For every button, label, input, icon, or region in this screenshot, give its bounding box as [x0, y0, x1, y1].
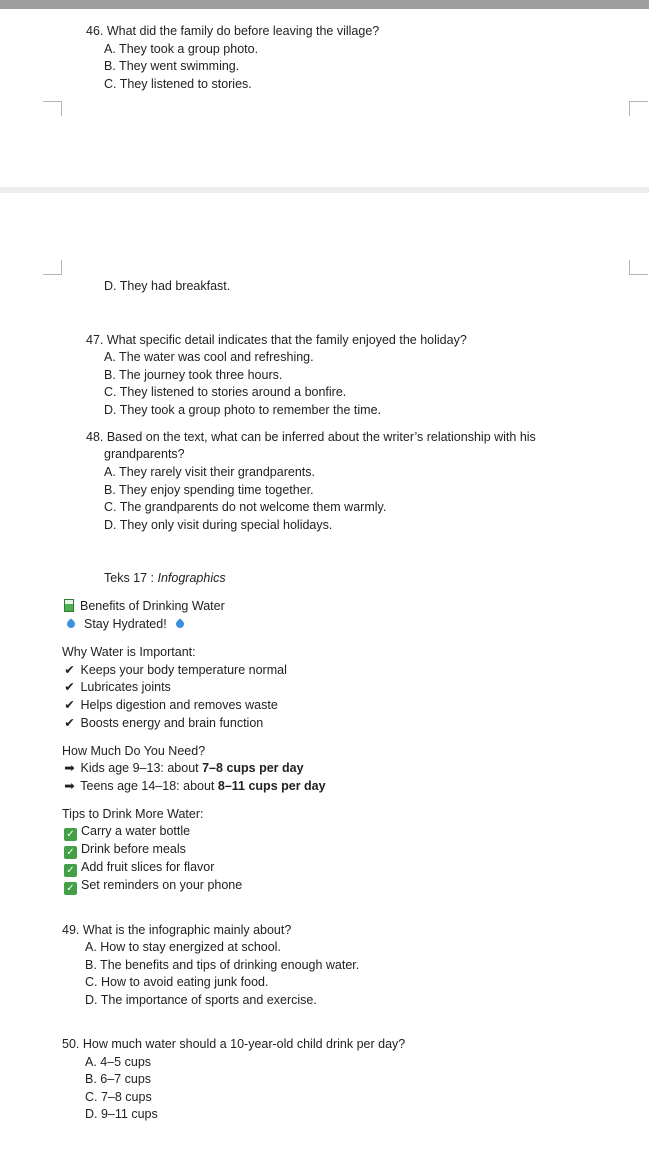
- q49-option-a: A. How to stay energized at school.: [85, 940, 281, 954]
- how-much-heading: How Much Do You Need?: [62, 744, 206, 758]
- q48-option-d: D. They only visit during special holidays.: [104, 518, 333, 532]
- why-item: ✔ Boosts energy and brain function: [62, 715, 263, 731]
- tip-item: ✓ Carry a water bottle: [64, 823, 190, 841]
- q46-option-d: D. They had breakfast.: [104, 279, 231, 293]
- question-47: 47. What specific detail indicates that the family enjoyed the holiday?: [86, 333, 467, 347]
- water-drop-icon: [65, 618, 76, 629]
- top-scroll-bar: [0, 0, 649, 9]
- q47-option-c: C. They listened to stories around a bonfire.: [104, 385, 347, 399]
- amount-teens: ➡ Teens age 14–18: about 8–11 cups per day: [62, 778, 326, 794]
- q50-option-c: C. 7–8 cups: [85, 1090, 152, 1104]
- question-48: 48. Based on the text, what can be inferred about the writer’s relationship with his: [86, 430, 536, 444]
- checkmark-icon: ✔: [64, 716, 75, 730]
- q48-option-b: B. They enjoy spending time together.: [104, 483, 314, 497]
- tip-item: ✓ Drink before meals: [64, 841, 186, 859]
- text-17-title: [104, 570, 226, 586]
- question-48-cont: grandparents?: [104, 447, 185, 461]
- page-corner-mark: [43, 260, 62, 275]
- page-corner-mark: [629, 260, 648, 275]
- amount-kids: ➡ Kids age 9–13: about 7–8 cups per day: [62, 760, 304, 776]
- checkmark-icon: ✔: [64, 680, 75, 694]
- question-46: 46. What did the family do before leaving the village?: [86, 24, 380, 38]
- arrow-right-icon: ➡: [64, 779, 75, 793]
- why-item: ✔ Lubricates joints: [62, 679, 171, 695]
- why-item: ✔ Helps digestion and removes waste: [62, 697, 278, 713]
- q49-option-c: C. How to avoid eating junk food.: [85, 975, 269, 989]
- checkmark-icon: ✔: [64, 698, 75, 712]
- q48-option-a: A. They rarely visit their grandparents.: [104, 465, 315, 479]
- q46-option-b: B. They went swimming.: [104, 59, 240, 73]
- infographic-subheading-text: Stay Hydrated!: [84, 617, 167, 631]
- checkmark-icon: ✔: [64, 663, 75, 677]
- q46-option-c: C. They listened to stories.: [104, 77, 252, 91]
- q46-option-a: A. They took a group photo.: [104, 42, 259, 56]
- q50-option-a: A. 4–5 cups: [85, 1055, 152, 1069]
- water-carton-icon: [64, 599, 74, 612]
- why-item: ✔ Keeps your body temperature normal: [62, 662, 287, 678]
- q47-option-a: A. The water was cool and refreshing.: [104, 350, 314, 364]
- tip-item: ✓ Add fruit slices for flavor: [64, 859, 214, 877]
- why-heading: Why Water is Important:: [62, 645, 196, 659]
- q48-option-c: C. The grandparents do not welcome them warmly.: [104, 500, 387, 514]
- q50-option-b: B. 6–7 cups: [85, 1072, 152, 1086]
- page-break: [0, 187, 649, 193]
- page-corner-mark: [43, 101, 62, 116]
- text-17-prefix: Teks 17 :: [104, 571, 158, 585]
- q49-option-b: B. The benefits and tips of drinking enough water.: [85, 958, 360, 972]
- green-check-icon: ✓: [64, 882, 77, 895]
- tip-item: ✓ Set reminders on your phone: [64, 877, 242, 895]
- question-49: 49. What is the infographic mainly about?: [62, 923, 292, 937]
- question-50: 50. How much water should a 10-year-old child drink per day?: [62, 1037, 406, 1051]
- page-corner-mark: [629, 101, 648, 116]
- infographic-heading: [64, 598, 225, 614]
- arrow-right-icon: ➡: [64, 761, 75, 775]
- q47-option-b: B. The journey took three hours.: [104, 368, 283, 382]
- green-check-icon: ✓: [64, 828, 77, 841]
- tips-heading: Tips to Drink More Water:: [62, 807, 204, 821]
- green-check-icon: ✓: [64, 864, 77, 877]
- q50-option-d: D. 9–11 cups: [85, 1107, 158, 1121]
- q49-option-d: D. The importance of sports and exercise.: [85, 993, 317, 1007]
- green-check-icon: ✓: [64, 846, 77, 859]
- water-drop-icon: [174, 618, 185, 629]
- infographic-subheading: [64, 616, 188, 632]
- infographic-heading-text: Benefits of Drinking Water: [80, 599, 225, 613]
- q47-option-d: D. They took a group photo to remember the time.: [104, 403, 381, 417]
- text-17-type: Infographics: [157, 571, 226, 585]
